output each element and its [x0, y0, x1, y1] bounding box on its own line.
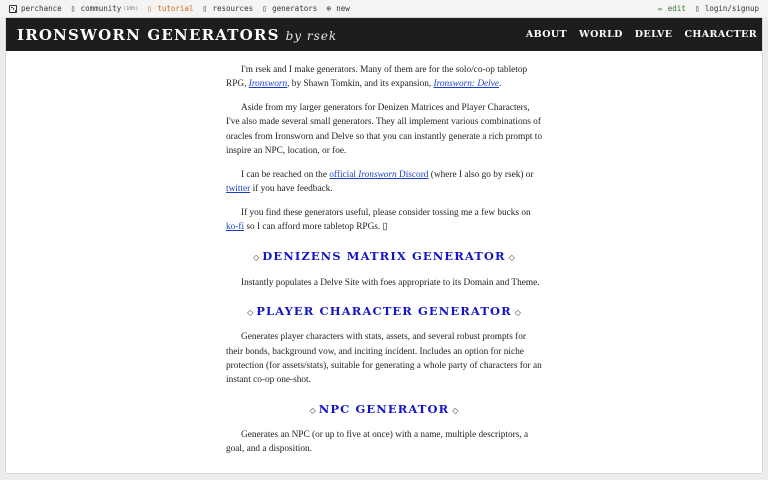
site-title: IRONSWORN GENERATORS	[17, 26, 280, 44]
topbar-right	[656, 4, 759, 13]
intro-text: , by Shawn Tomkin, and its expansion,	[287, 79, 434, 90]
diamond-icon: ◇	[508, 253, 515, 263]
topbar-left	[9, 4, 357, 13]
community-link[interactable]	[69, 4, 139, 13]
intro-text: If you find these generators useful, please consider tossing me a few bucks on	[241, 207, 531, 218]
edit-label: edit	[667, 4, 686, 13]
ironsworn-link[interactable]: Ironsworn	[248, 79, 288, 90]
heading-text: DENIZENS MATRIX GENERATOR	[262, 249, 506, 264]
edit-link[interactable]	[656, 4, 686, 13]
diamond-icon: ◇	[253, 253, 260, 263]
discord-link[interactable]	[329, 170, 428, 180]
intro-paragraph-4	[226, 206, 542, 235]
community-count: (10h)	[123, 5, 139, 12]
diamond-icon: ◇	[514, 308, 521, 318]
tutorial-icon: ▯	[147, 4, 153, 13]
login-link[interactable]	[693, 4, 759, 13]
login-label: login/signup	[704, 4, 759, 13]
site-brand[interactable]	[17, 25, 337, 44]
npc-generator-heading[interactable]	[226, 402, 542, 418]
denizens-matrix-description: Instantly populates a Delve Site with foes appropriate to its Domain and Theme.	[241, 277, 540, 288]
player-character-description: Generates player characters with stats, assets, and several robust prompts for their bonds, background vow, and inciting incident. Includes an option for niche protection (for assets/stats), suitable for generating a whole party of characters for an instant co-op one-shot.	[226, 332, 542, 386]
ironsworn-delve-link[interactable]: Ironsworn: Delve	[433, 79, 500, 90]
resources-link[interactable]	[200, 4, 253, 13]
resources-icon: ▯	[202, 4, 208, 13]
perchance-topbar	[0, 0, 768, 17]
diamond-icon: ◇	[247, 308, 254, 318]
site-header	[6, 18, 762, 51]
nav-delve[interactable]: DELVE	[634, 29, 673, 40]
plus-circle-icon: ⊕	[326, 4, 332, 13]
site-byline: by rsek	[285, 29, 338, 43]
denizens-matrix-heading[interactable]	[226, 249, 542, 265]
npc-generator-description: Generates an NPC (or up to five at once) with a name, multiple descriptors, a goal, and a disposition.	[226, 429, 529, 455]
intro-text: (where I also go by rsek) or	[428, 169, 534, 180]
generators-link[interactable]	[260, 4, 317, 13]
intro-text: if you have feedback.	[250, 184, 333, 195]
intro-text: I'm rsek and I make generators. Many of them are for the solo/co-op tabletop RPG,	[226, 65, 528, 90]
twitter-link[interactable]: twitter	[226, 184, 251, 195]
nav-about[interactable]: ABOUT	[525, 29, 568, 40]
perchance-home-link[interactable]	[9, 4, 62, 13]
intro-text: so I can afford more tabletop RPGs. ▯	[244, 222, 388, 233]
user-icon: ▯	[694, 4, 700, 13]
diamond-icon: ◇	[309, 405, 316, 415]
generator-frame	[5, 17, 763, 474]
intro-text: .	[499, 79, 502, 90]
tutorial-link[interactable]	[145, 4, 193, 13]
discord-link-text: official	[329, 169, 359, 180]
intro-paragraph-3	[226, 168, 542, 197]
pencil-icon: ✏	[657, 4, 663, 13]
kofi-link[interactable]: ko-fi	[226, 222, 245, 233]
generators-label: generators	[272, 4, 318, 13]
community-label: community	[80, 4, 122, 13]
intro-paragraph-2: Aside from my larger generators for Denizen Matrices and Player Characters, I've also made several small generators. They all implement various combinations of oracles from Ironsworn and Delve so that you can instantly generate a rich prompt to inspire an NPC, location, or foe.	[226, 103, 542, 156]
intro-paragraph-1	[226, 63, 542, 92]
player-character-heading[interactable]	[226, 304, 542, 320]
main-content	[226, 63, 542, 466]
nav-world[interactable]: WORLD	[579, 29, 623, 40]
diamond-icon: ◇	[452, 405, 459, 415]
site-nav	[514, 29, 757, 40]
generators-icon: ▯	[262, 4, 268, 13]
tutorial-label: tutorial	[157, 4, 194, 13]
dice-icon	[9, 5, 17, 13]
heading-text: PLAYER CHARACTER GENERATOR	[256, 304, 512, 319]
discord-link-text: Discord	[396, 169, 429, 180]
new-link[interactable]	[324, 4, 350, 13]
nav-character[interactable]: CHARACTER	[684, 29, 757, 40]
perchance-label: perchance	[21, 4, 62, 13]
heading-text: NPC GENERATOR	[318, 401, 450, 416]
resources-label: resources	[212, 4, 254, 13]
discord-link-text: Ironsworn	[358, 169, 397, 180]
intro-text: I can be reached on the	[241, 169, 330, 180]
community-icon: ▯	[70, 4, 76, 13]
new-label: new	[336, 4, 350, 13]
